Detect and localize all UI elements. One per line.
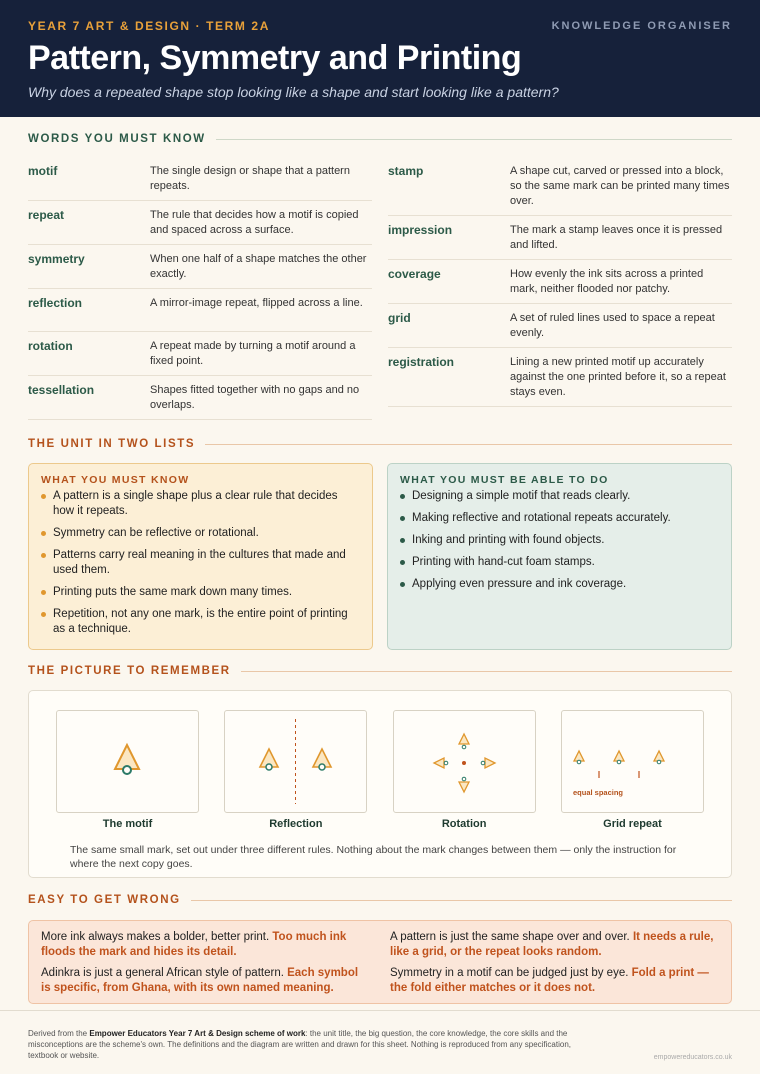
list-item: Patterns carry real meaning in the cultures that made and used them.: [41, 548, 360, 578]
rotated-dot: [481, 761, 485, 765]
rotation-diagram: [394, 711, 535, 812]
list-item: Inking and printing with found objects.: [400, 533, 719, 548]
picture-heading-label: THE PICTURE TO REMEMBER: [28, 665, 231, 677]
list-item: Printing with hand-cut foam stamps.: [400, 555, 719, 570]
source-note: [28, 1028, 588, 1061]
vocab-row: [388, 304, 732, 348]
misconception-myth: A pattern is just the same shape over and over.: [390, 931, 630, 943]
know-list-title: WHAT YOU MUST KNOW: [41, 474, 190, 486]
list-item: A pattern is a single shape plus a clear rule that decides how it repeats.: [41, 489, 360, 519]
vocab-term: grid: [388, 311, 411, 325]
diagram-note: The same small mark, set out under three different rules. Nothing about the mark changes between them — only the instruction for where the next copy goes.: [70, 844, 677, 870]
vocab-row: [388, 348, 732, 407]
vocab-column-left: [28, 157, 372, 420]
misconception: [41, 930, 370, 960]
do-list-title: WHAT YOU MUST BE ABLE TO DO: [400, 474, 609, 486]
panel-reflection: [224, 710, 367, 830]
source-note-post: : the unit title, the big question, the core knowledge, the core skills and the misconceptions are the scheme's own. The definitions and the diagram are written and drawn for this sheet. Nothing is reproduced from any specification, textbook or website.: [28, 1029, 571, 1060]
panel-grid-repeat: [561, 710, 704, 830]
vocab-heading-label: WORDS YOU MUST KNOW: [28, 133, 206, 145]
grid-triangle: [574, 751, 584, 761]
vocab-term: impression: [388, 223, 453, 237]
vocab-definition: How evenly the ink sits across a printed mark, neither flooded nor patchy.: [510, 268, 704, 295]
vocab-definition: A repeat made by turning a motif around a fixed point.: [150, 340, 356, 367]
list-item: Repetition, not any one mark, is the entire point of printing as a technique.: [41, 607, 360, 637]
document-tag: KNOWLEDGE ORGANISER: [551, 20, 732, 32]
do-list: [387, 463, 732, 650]
diagram: [28, 690, 732, 878]
lists-heading: [28, 438, 732, 450]
list-item: Applying even pressure and ink coverage.: [400, 577, 719, 592]
vocab-definition: The single design or shape that a pattern repeats.: [150, 165, 350, 192]
header: [0, 0, 760, 117]
misconception-fix: It needs a rule, like a grid, or the repeat looks random.: [390, 931, 714, 958]
divider: [241, 671, 732, 672]
site-url: empowereducators.co.uk: [653, 1054, 732, 1061]
vocab-row: [28, 201, 372, 245]
rotated-triangle: [459, 782, 469, 792]
vocab-row: [28, 157, 372, 201]
know-list: [28, 463, 373, 650]
vocab-heading: [28, 133, 732, 145]
grid-diagram: [562, 711, 703, 812]
vocab-term: tessellation: [28, 383, 95, 397]
picture-heading: [28, 665, 732, 677]
vocab-term: reflection: [28, 296, 83, 310]
rotated-dot: [444, 761, 448, 765]
vocab-row: [388, 157, 732, 216]
misconception-fix: Too much ink floods the mark and hides its detail.: [41, 931, 347, 958]
vocab-definition: When one half of a shape matches the other exactly.: [150, 253, 367, 280]
grid-dot: [617, 760, 621, 764]
vocab-term: coverage: [388, 267, 441, 281]
motif-dot: [266, 764, 272, 770]
motif-diagram: [57, 711, 198, 812]
list-item: Making reflective and rotational repeats accurately.: [400, 511, 719, 526]
rotation-centre: [462, 761, 466, 765]
misconception: [41, 966, 370, 996]
vocab-term: stamp: [388, 164, 424, 178]
source-note-pre: Derived from the: [28, 1029, 90, 1038]
misconceptions-box: [28, 920, 732, 1004]
rotated-triangle: [434, 758, 444, 768]
source-name: Empower Educators Year 7 Art & Design scheme of work: [89, 1029, 306, 1038]
grid-spacing-label: equal spacing: [572, 788, 623, 797]
motif-dot: [123, 766, 131, 774]
eyebrow: YEAR 7 ART & DESIGN · TERM 2A: [28, 19, 270, 33]
divider: [191, 900, 732, 901]
wrong-heading: [28, 894, 732, 906]
list-item: Printing puts the same mark down many times.: [41, 585, 360, 600]
reflection-diagram: [225, 711, 366, 812]
panel-caption: Grid repeat: [603, 818, 662, 830]
panel-motif: [56, 710, 199, 830]
grid-dot: [657, 760, 661, 764]
vocab-row: [28, 245, 372, 289]
vocab-row: [28, 376, 372, 420]
rotated-triangle: [485, 758, 495, 768]
misconception-fix: Fold a print — the fold either matches or it does not.: [390, 967, 709, 994]
vocab-term: symmetry: [28, 252, 85, 266]
vocab-definition: A shape cut, carved or pressed into a block, so the same mark can be printed many times over.: [510, 165, 730, 207]
vocab-term: registration: [388, 355, 455, 369]
footer: [0, 1010, 760, 1061]
vocab-term: motif: [28, 164, 58, 178]
panel-rotation: [393, 710, 536, 830]
divider: [216, 139, 732, 140]
panel-caption: Rotation: [441, 818, 487, 830]
vocab-table: [28, 157, 732, 420]
list-item: Designing a simple motif that reads clearly.: [400, 489, 719, 504]
vocab-definition: The rule that decides how a motif is copied and spaced across a surface.: [150, 209, 359, 236]
page-title: Pattern, Symmetry and Printing: [28, 39, 522, 77]
vocab-definition: The mark a stamp leaves once it is pressed and lifted.: [510, 224, 723, 251]
misconception: [390, 966, 719, 996]
two-lists: [28, 463, 732, 650]
lists-heading-label: THE UNIT IN TWO LISTS: [28, 438, 196, 450]
panel-caption: Reflection: [269, 818, 323, 830]
vocab-definition: A mirror-image repeat, flipped across a line.: [150, 297, 363, 309]
vocab-row: [388, 260, 732, 304]
misconception: [390, 930, 719, 960]
misconception-myth: Adinkra is just a general African style of pattern.: [41, 967, 284, 979]
panel-caption: The motif: [102, 818, 153, 830]
divider: [205, 444, 732, 445]
rotated-triangle: [459, 734, 469, 744]
big-question: Why does a repeated shape stop looking like a shape and start looking like a pattern?: [28, 84, 559, 100]
misconception-myth: Symmetry in a motif can be judged just by eye.: [390, 967, 629, 979]
vocab-row: [388, 216, 732, 260]
vocab-row: [28, 332, 372, 376]
grid-triangle: [614, 751, 624, 761]
grid-dot: [577, 760, 581, 764]
misconception-fix: Each symbol is specific, from Ghana, with its own named meaning.: [41, 967, 359, 994]
vocab-definition: Lining a new printed motif up accurately against the one printed before it, so a repeat stays even.: [510, 356, 726, 398]
wrong-heading-label: EASY TO GET WRONG: [28, 894, 181, 906]
grid-triangle: [654, 751, 664, 761]
misconception-myth: More ink always makes a bolder, better print.: [41, 931, 270, 943]
vocab-term: repeat: [28, 208, 65, 222]
rotated-dot: [462, 777, 466, 781]
vocab-term: rotation: [28, 339, 73, 353]
list-item: Symmetry can be reflective or rotational.: [41, 526, 360, 541]
vocab-row: [28, 289, 372, 332]
mirrored-dot: [319, 764, 325, 770]
rotated-dot: [462, 745, 466, 749]
vocab-column-right: [388, 157, 732, 420]
vocab-definition: A set of ruled lines used to space a repeat evenly.: [510, 312, 715, 339]
vocab-definition: Shapes fitted together with no gaps and no overlaps.: [150, 384, 360, 411]
